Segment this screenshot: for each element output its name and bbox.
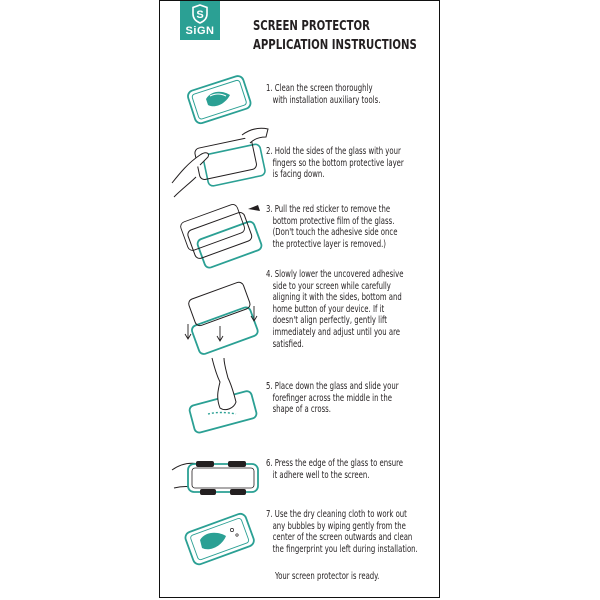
step-5-text: 5. Place down the glass and slide your forefinger across the middle in the shape of a cross.	[266, 381, 399, 416]
phone-wipe-icon	[170, 69, 270, 129]
shield-s-icon	[191, 4, 209, 24]
peel-film-icon	[170, 201, 270, 273]
page-title	[253, 17, 417, 55]
brand-name: SiGN	[185, 25, 215, 37]
step-7-text: 7. Use the dry cleaning cloth to work out any bubbles by wiping gently from the center of the screen outwards and clean the fingerprint you left during installation.	[266, 509, 418, 555]
press-edges-icon	[170, 446, 270, 501]
lower-glass-icon	[170, 276, 270, 358]
completion-note: Your screen protector is ready.	[275, 571, 380, 582]
step-2-text: 2. Hold the sides of the glass with your fingers so the bottom protective layer is facing down.	[266, 146, 404, 181]
instruction-card	[159, 0, 440, 598]
step-3-text: 3. Pull the red sticker to remove the bottom protective film of the glass. (Don't touch the adhesive side once the protective layer is removed.)	[266, 204, 398, 250]
hands-holding-glass-icon	[170, 123, 270, 203]
step-6-text: 6. Press the edge of the glass to ensure it adhere well to the screen.	[266, 458, 404, 481]
title-line-2: APPLICATION INSTRUCTIONS	[253, 38, 417, 53]
finger-cross-icon	[170, 356, 270, 436]
svg-text:S: S	[196, 9, 204, 21]
step-4-text: 4. Slowly lower the uncovered adhesive side to your screen while carefully aligning it with the sides, bottom and home button of your device. If it doesn't align perfectly, gently lift immediately and adjust until you are satisfied.	[266, 269, 404, 350]
cloth-wipe-icon	[170, 506, 270, 571]
brand-logo	[180, 1, 220, 40]
title-line-1: SCREEN PROTECTOR	[253, 19, 370, 34]
step-1-text: 1. Clean the screen thoroughly with installation auxiliary tools.	[266, 83, 381, 106]
